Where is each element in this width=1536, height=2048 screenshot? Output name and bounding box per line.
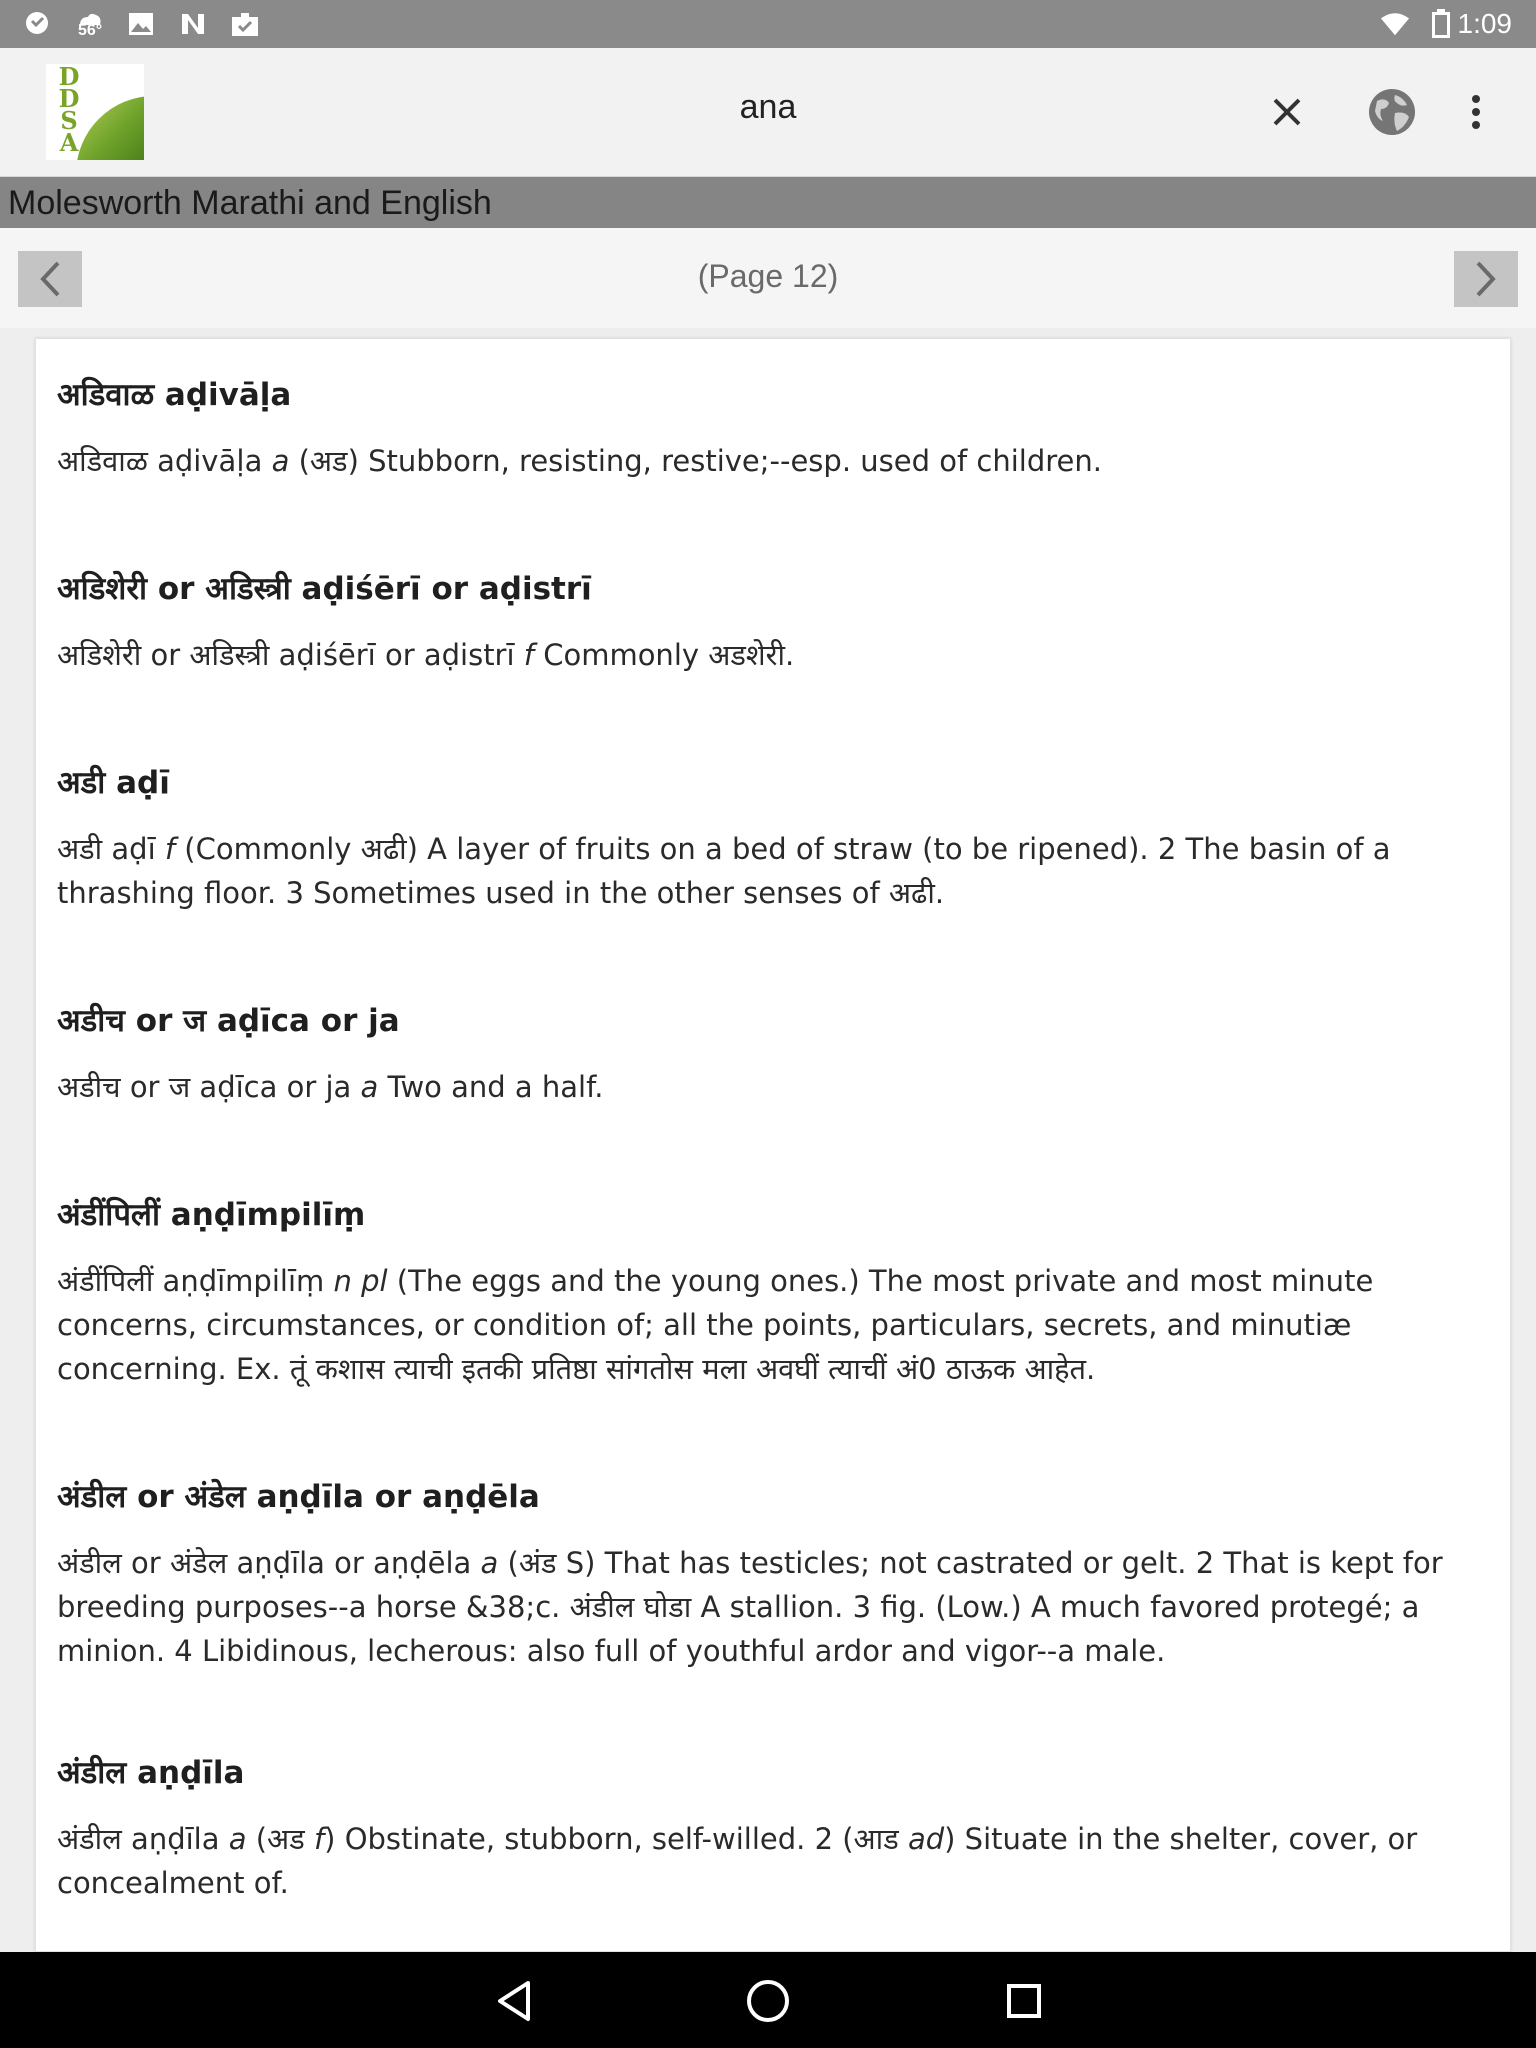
wifi-icon <box>1380 9 1410 39</box>
definition-head: अडी aḍī <box>57 832 165 866</box>
entry-definition <box>57 1817 1487 1905</box>
definition-body: (Commonly अढी) A layer of fruits on a bed of straw (to be ripened). 2 The basin of a thrashing floor. 3 Sometimes used in the other senses of अढी. <box>57 832 1391 910</box>
logo-letter: D <box>58 64 80 91</box>
definition-head: अंडील aṇḍīla <box>57 1822 229 1856</box>
logo-letter: S <box>60 106 78 135</box>
back-button[interactable] <box>484 1976 544 2026</box>
more-options-button[interactable] <box>1444 80 1508 144</box>
logo-letter: D <box>58 84 80 113</box>
dictionary-entry <box>57 1195 1487 1386</box>
temperature-text: 56° <box>78 22 103 39</box>
dictionary-entry <box>57 1477 1487 1668</box>
dictionary-entry <box>57 763 1487 910</box>
definition-head: अंडील or अंडेल aṇḍīla or aṇḍēla <box>57 1546 481 1580</box>
recents-button[interactable] <box>994 1976 1054 2026</box>
entry-definition <box>57 1541 1487 1673</box>
globe-icon <box>1367 87 1417 137</box>
part-of-speech: f <box>523 638 534 672</box>
check-icon <box>230 9 260 39</box>
entry-headword[interactable]: अंडील aṇḍīla <box>57 1755 245 1791</box>
dictionary-name: Molesworth Marathi and English <box>8 184 492 222</box>
logo-letter: A <box>59 128 79 157</box>
page-indicator: (Page 12) <box>697 258 839 294</box>
dictionary-entry <box>57 375 1487 478</box>
definition-body: (अंड S) That has testicles; not castrated or gelt. 2 That is kept for breeding purposes--a horse &38;c. अंडील घोडा A stallion. 3 fig. (Low.) A much favored protegé; a minion. 4 Libidinous, lecherous: also full of youthful ardor and vigor--a male. <box>57 1546 1443 1668</box>
part-of-speech: a <box>228 1822 247 1856</box>
definition-body: (अड <box>246 1822 314 1856</box>
definition-head: अडीच or ज aḍīca or ja <box>57 1070 361 1104</box>
search-query[interactable]: ana <box>739 88 797 126</box>
part-of-speech: f <box>164 832 176 866</box>
close-search-button[interactable] <box>1255 80 1319 144</box>
entry-definition <box>57 1259 1487 1391</box>
entry-headword[interactable]: अडीच or ज aḍīca or ja <box>57 1003 400 1039</box>
definition-body: ) Obstinate, stubborn, self-willed. 2 (आड <box>324 1822 908 1856</box>
definition-body: (The eggs and the young ones.) The most private and most minute concerns, circumstances, or condition of; all the points, particulars, secrets, and minutiæ concerning. Ex. तूं कशास त्याची इतकी प्रतिष्ठा सांगतोस मला अवघीं त्याचीं अं0 ठाऊक आहेत. <box>57 1264 1374 1386</box>
definition-head: अंडींपिलीं aṇḍīmpilīṃ <box>57 1264 334 1298</box>
language-button[interactable] <box>1360 80 1424 144</box>
back-triangle-icon <box>494 1979 534 2023</box>
entry-definition <box>57 827 1487 915</box>
status-bar <box>0 0 1536 48</box>
part-of-speech: n pl <box>333 1264 388 1298</box>
dictionary-banner <box>0 177 1536 228</box>
abbreviation: f <box>313 1822 325 1856</box>
entry-definition <box>57 1065 1487 1109</box>
definition-head: अडिशेरी or अडिस्त्री aḍiśērī or aḍistrī <box>57 638 524 672</box>
definition-body: ) Situate in the shelter, cover, or concealment of. <box>57 1822 1418 1900</box>
definition-body: Commonly अडशेरी. <box>533 638 795 672</box>
part-of-speech: a <box>271 444 290 478</box>
close-icon <box>1271 96 1303 128</box>
definition-head: अडिवाळ aḍivāḷa <box>57 444 272 478</box>
definition-body: (अड) Stubborn, resisting, restive;--esp. used of children. <box>289 444 1102 478</box>
entry-headword[interactable]: अडिवाळ aḍivāḷa <box>57 377 292 413</box>
home-button[interactable] <box>738 1976 798 2026</box>
entry-headword[interactable]: अंडील or अंडेल aṇḍīla or aṇḍēla <box>57 1479 540 1515</box>
system-nav-bar <box>0 1952 1536 2048</box>
n-icon <box>178 9 208 39</box>
app-toolbar <box>0 48 1536 177</box>
entry-headword[interactable]: अडी aḍī <box>57 765 170 801</box>
dictionary-entry <box>57 1753 1487 1900</box>
recents-square-icon <box>1004 1981 1044 2021</box>
entry-definition <box>57 439 1487 483</box>
image-icon <box>126 9 156 39</box>
more-vert-icon <box>1470 94 1482 130</box>
clock: 1:09 <box>1457 8 1512 39</box>
chevron-right-icon <box>1475 260 1497 298</box>
part-of-speech: a <box>360 1070 379 1104</box>
home-circle-icon <box>744 1977 792 2025</box>
hangouts-icon <box>22 9 52 39</box>
pagination-bar <box>0 228 1536 328</box>
battery-icon <box>1426 9 1456 39</box>
entry-headword[interactable]: अडिशेरी or अडिस्त्री aḍiśērī or aḍistrī <box>57 571 592 607</box>
dictionary-entry <box>57 569 1487 672</box>
definition-body: Two and a half. <box>378 1070 604 1104</box>
entry-headword[interactable]: अंडींपिलीं aṇḍīmpilīṃ <box>57 1197 366 1233</box>
part-of-speech: a <box>480 1546 499 1580</box>
next-page-button[interactable] <box>1454 251 1518 307</box>
dictionary-content <box>35 338 1511 1952</box>
abbreviation: ad <box>907 1822 945 1856</box>
dictionary-entry <box>57 1001 1487 1104</box>
entry-definition <box>57 633 1487 677</box>
